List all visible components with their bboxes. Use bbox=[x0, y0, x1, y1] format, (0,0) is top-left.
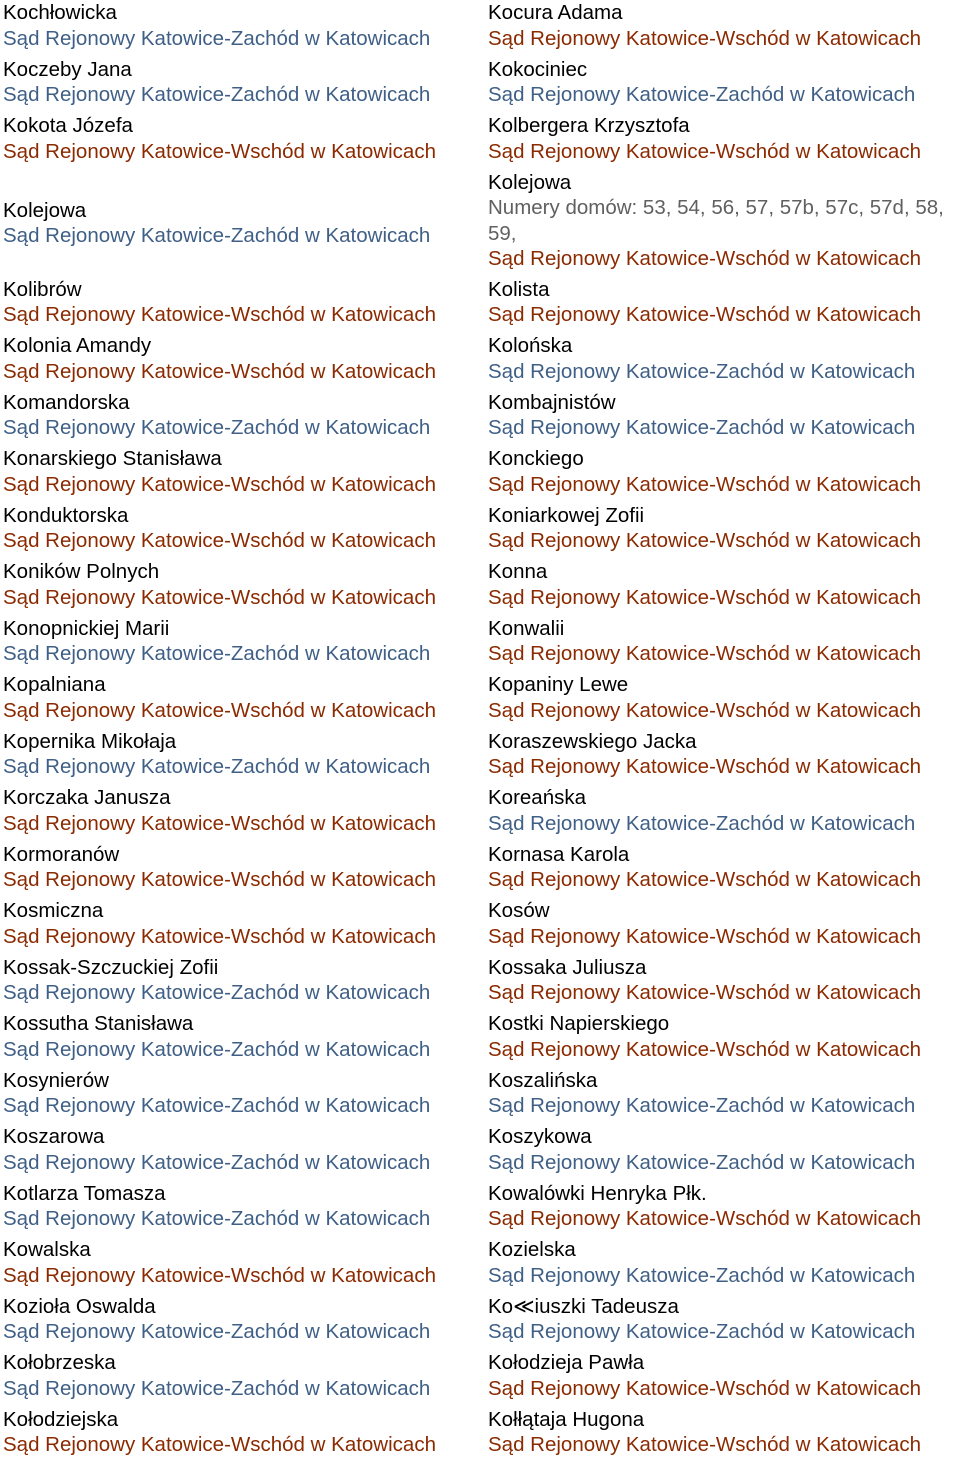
house-numbers-note: Numery domów: 53, 54, 56, 57, 57b, 57c, 57d, 58, 59, bbox=[488, 195, 960, 246]
street-name: Kołodziejska bbox=[3, 1407, 481, 1433]
street-name: Koreańska bbox=[488, 785, 960, 811]
court-name: Sąd Rejonowy Katowice-Zachód w Katowicach bbox=[3, 1319, 481, 1345]
court-name: Sąd Rejonowy Katowice-Wschód w Katowicach bbox=[3, 924, 481, 950]
court-name: Sąd Rejonowy Katowice-Wschód w Katowicach bbox=[488, 980, 960, 1006]
street-name: Kolejowa bbox=[488, 170, 960, 196]
street-name: Kombajnistów bbox=[488, 390, 960, 416]
court-name: Sąd Rejonowy Katowice-Wschód w Katowicach bbox=[3, 1432, 481, 1458]
court-name: Sąd Rejonowy Katowice-Wschód w Katowicach bbox=[3, 698, 481, 724]
court-name: Sąd Rejonowy Katowice-Zachód w Katowicach bbox=[3, 415, 481, 441]
list-item bbox=[3, 1068, 481, 1125]
street-name: Konwalii bbox=[488, 616, 960, 642]
court-name: Sąd Rejonowy Katowice-Zachód w Katowicach bbox=[488, 1150, 960, 1176]
list-item bbox=[488, 729, 960, 786]
street-name: Koszalińska bbox=[488, 1068, 960, 1094]
list-item bbox=[3, 0, 481, 57]
court-name: Sąd Rejonowy Katowice-Wschód w Katowicach bbox=[488, 1432, 960, 1458]
street-name: Kowalówki Henryka Płk. bbox=[488, 1181, 960, 1207]
list-item bbox=[3, 390, 481, 447]
court-name: Sąd Rejonowy Katowice-Wschód w Katowicach bbox=[3, 867, 481, 893]
street-name: Kowalska bbox=[3, 1237, 481, 1263]
court-name: Sąd Rejonowy Katowice-Zachód w Katowicach bbox=[3, 1037, 481, 1063]
street-name: Kochłowicka bbox=[3, 0, 481, 26]
court-name: Sąd Rejonowy Katowice-Wschód w Katowicach bbox=[3, 585, 481, 611]
court-name: Sąd Rejonowy Katowice-Zachód w Katowicach bbox=[488, 1093, 960, 1119]
street-name: Kolejowa bbox=[3, 198, 481, 224]
list-item bbox=[488, 1407, 960, 1463]
list-item bbox=[488, 955, 960, 1012]
list-item bbox=[488, 277, 960, 334]
list-item bbox=[488, 785, 960, 842]
list-item bbox=[3, 1011, 481, 1068]
list-item bbox=[488, 1237, 960, 1294]
court-name: Sąd Rejonowy Katowice-Zachód w Katowicach bbox=[3, 1150, 481, 1176]
list-item bbox=[3, 446, 481, 503]
court-name: Sąd Rejonowy Katowice-Wschód w Katowicach bbox=[488, 472, 960, 498]
list-item bbox=[488, 503, 960, 560]
list-item bbox=[488, 57, 960, 114]
street-name: Koczeby Jana bbox=[3, 57, 481, 83]
list-item bbox=[3, 729, 481, 786]
list-item bbox=[488, 113, 960, 170]
court-name: Sąd Rejonowy Katowice-Wschód w Katowicach bbox=[488, 641, 960, 667]
court-name: Sąd Rejonowy Katowice-Wschód w Katowicach bbox=[488, 867, 960, 893]
court-name: Sąd Rejonowy Katowice-Zachód w Katowicach bbox=[3, 641, 481, 667]
list-item bbox=[3, 113, 481, 170]
list-item bbox=[488, 559, 960, 616]
list-item bbox=[488, 1068, 960, 1125]
list-item bbox=[488, 390, 960, 447]
court-name: Sąd Rejonowy Katowice-Wschód w Katowicach bbox=[488, 26, 960, 52]
court-name: Sąd Rejonowy Katowice-Zachód w Katowicach bbox=[488, 1263, 960, 1289]
street-name: Kolista bbox=[488, 277, 960, 303]
court-name: Sąd Rejonowy Katowice-Wschód w Katowicach bbox=[488, 1206, 960, 1232]
street-name: Kozielska bbox=[488, 1237, 960, 1263]
list-item bbox=[488, 1011, 960, 1068]
court-name: Sąd Rejonowy Katowice-Wschód w Katowicach bbox=[3, 472, 481, 498]
street-name: Konarskiego Stanisława bbox=[3, 446, 481, 472]
court-name: Sąd Rejonowy Katowice-Zachód w Katowicach bbox=[488, 415, 960, 441]
street-name: Kołodzieja Pawła bbox=[488, 1350, 960, 1376]
list-item bbox=[3, 1294, 481, 1351]
list-item bbox=[488, 672, 960, 729]
street-name: Ko≪iuszki Tadeusza bbox=[488, 1294, 960, 1320]
court-name: Sąd Rejonowy Katowice-Wschód w Katowicach bbox=[3, 139, 481, 165]
court-name: Sąd Rejonowy Katowice-Zachód w Katowicach bbox=[3, 223, 481, 249]
street-name: Kormoranów bbox=[3, 842, 481, 868]
court-name: Sąd Rejonowy Katowice-Wschód w Katowicach bbox=[488, 528, 960, 554]
street-name: Konna bbox=[488, 559, 960, 585]
street-name: Kołobrzeska bbox=[3, 1350, 481, 1376]
court-name: Sąd Rejonowy Katowice-Wschód w Katowicach bbox=[488, 698, 960, 724]
court-name: Sąd Rejonowy Katowice-Zachód w Katowicach bbox=[3, 82, 481, 108]
list-item bbox=[488, 898, 960, 955]
list-item bbox=[3, 955, 481, 1012]
court-name: Sąd Rejonowy Katowice-Zachód w Katowicach bbox=[488, 359, 960, 385]
street-name: Kosynierów bbox=[3, 1068, 481, 1094]
street-name: Kolonia Amandy bbox=[3, 333, 481, 359]
court-name: Sąd Rejonowy Katowice-Wschód w Katowicach bbox=[3, 811, 481, 837]
list-item bbox=[3, 1237, 481, 1294]
street-name: Kossaka Juliusza bbox=[488, 955, 960, 981]
street-name: Konckiego bbox=[488, 446, 960, 472]
court-name: Sąd Rejonowy Katowice-Wschód w Katowicach bbox=[488, 754, 960, 780]
court-name: Sąd Rejonowy Katowice-Wschód w Katowicach bbox=[488, 302, 960, 328]
list-item bbox=[3, 170, 481, 277]
court-name: Sąd Rejonowy Katowice-Zachód w Katowicach bbox=[488, 811, 960, 837]
street-name: Kornasa Karola bbox=[488, 842, 960, 868]
court-name: Sąd Rejonowy Katowice-Zachód w Katowicach bbox=[3, 1093, 481, 1119]
court-name: Sąd Rejonowy Katowice-Zachód w Katowicach bbox=[3, 980, 481, 1006]
court-name: Sąd Rejonowy Katowice-Wschód w Katowicach bbox=[3, 302, 481, 328]
list-item bbox=[3, 898, 481, 955]
list-item bbox=[3, 1407, 481, 1463]
list-item bbox=[488, 1294, 960, 1351]
court-name: Sąd Rejonowy Katowice-Wschód w Katowicach bbox=[488, 924, 960, 950]
court-name: Sąd Rejonowy Katowice-Wschód w Katowicach bbox=[3, 1263, 481, 1289]
list-item bbox=[3, 785, 481, 842]
list-item bbox=[3, 1124, 481, 1181]
list-item bbox=[488, 616, 960, 673]
list-item bbox=[488, 446, 960, 503]
list-item bbox=[488, 333, 960, 390]
street-name: Kołłątaja Hugona bbox=[488, 1407, 960, 1433]
court-name: Sąd Rejonowy Katowice-Wschód w Katowicach bbox=[488, 1376, 960, 1402]
street-name: Kolońska bbox=[488, 333, 960, 359]
street-name: Koraszewskiego Jacka bbox=[488, 729, 960, 755]
court-name: Sąd Rejonowy Katowice-Zachód w Katowicach bbox=[3, 26, 481, 52]
street-name: Korczaka Janusza bbox=[3, 785, 481, 811]
list-item bbox=[3, 1350, 481, 1407]
street-name: Kossutha Stanisława bbox=[3, 1011, 481, 1037]
right-column bbox=[488, 0, 960, 1463]
street-name: Kocura Adama bbox=[488, 0, 960, 26]
list-item bbox=[3, 616, 481, 673]
court-name: Sąd Rejonowy Katowice-Zachód w Katowicach bbox=[3, 1376, 481, 1402]
street-name: Kokociniec bbox=[488, 57, 960, 83]
court-name: Sąd Rejonowy Katowice-Wschód w Katowicach bbox=[3, 528, 481, 554]
list-item bbox=[488, 0, 960, 57]
court-name: Sąd Rejonowy Katowice-Wschód w Katowicach bbox=[488, 139, 960, 165]
street-name: Kosów bbox=[488, 898, 960, 924]
street-name: Kolibrów bbox=[3, 277, 481, 303]
court-name: Sąd Rejonowy Katowice-Wschód w Katowicach bbox=[488, 1037, 960, 1063]
street-name: Kostki Napierskiego bbox=[488, 1011, 960, 1037]
list-item bbox=[3, 277, 481, 334]
list-item bbox=[3, 672, 481, 729]
court-name: Sąd Rejonowy Katowice-Zachód w Katowicach bbox=[3, 754, 481, 780]
street-name: Koszykowa bbox=[488, 1124, 960, 1150]
street-name: Koniarkowej Zofii bbox=[488, 503, 960, 529]
street-name: Koników Polnych bbox=[3, 559, 481, 585]
street-name: Kozioła Oswalda bbox=[3, 1294, 481, 1320]
list-item bbox=[488, 170, 960, 277]
list-item bbox=[488, 1181, 960, 1238]
street-name: Kossak-Szczuckiej Zofii bbox=[3, 955, 481, 981]
list-item bbox=[3, 842, 481, 899]
court-name: Sąd Rejonowy Katowice-Zachód w Katowicach bbox=[488, 1319, 960, 1345]
list-item bbox=[3, 333, 481, 390]
list-item bbox=[3, 1181, 481, 1238]
street-name: Kotlarza Tomasza bbox=[3, 1181, 481, 1207]
list-item bbox=[488, 1350, 960, 1407]
street-name: Konduktorska bbox=[3, 503, 481, 529]
court-name: Sąd Rejonowy Katowice-Zachód w Katowicach bbox=[3, 1206, 481, 1232]
court-name: Sąd Rejonowy Katowice-Wschód w Katowicach bbox=[488, 585, 960, 611]
list-item bbox=[488, 842, 960, 899]
court-name: Sąd Rejonowy Katowice-Wschód w Katowicach bbox=[3, 359, 481, 385]
court-name: Sąd Rejonowy Katowice-Zachód w Katowicach bbox=[488, 82, 960, 108]
street-name: Kosmiczna bbox=[3, 898, 481, 924]
street-name: Koszarowa bbox=[3, 1124, 481, 1150]
street-name: Kopaniny Lewe bbox=[488, 672, 960, 698]
street-name: Kopalniana bbox=[3, 672, 481, 698]
street-name: Kopernika Mikołaja bbox=[3, 729, 481, 755]
list-item bbox=[488, 1124, 960, 1181]
street-name: Komandorska bbox=[3, 390, 481, 416]
list-item bbox=[3, 559, 481, 616]
street-name: Kokota Józefa bbox=[3, 113, 481, 139]
left-column bbox=[3, 0, 481, 1463]
court-name: Sąd Rejonowy Katowice-Wschód w Katowicach bbox=[488, 246, 960, 272]
list-item bbox=[3, 503, 481, 560]
street-name: Kolbergera Krzysztofa bbox=[488, 113, 960, 139]
street-name: Konopnickiej Marii bbox=[3, 616, 481, 642]
list-item bbox=[3, 57, 481, 114]
